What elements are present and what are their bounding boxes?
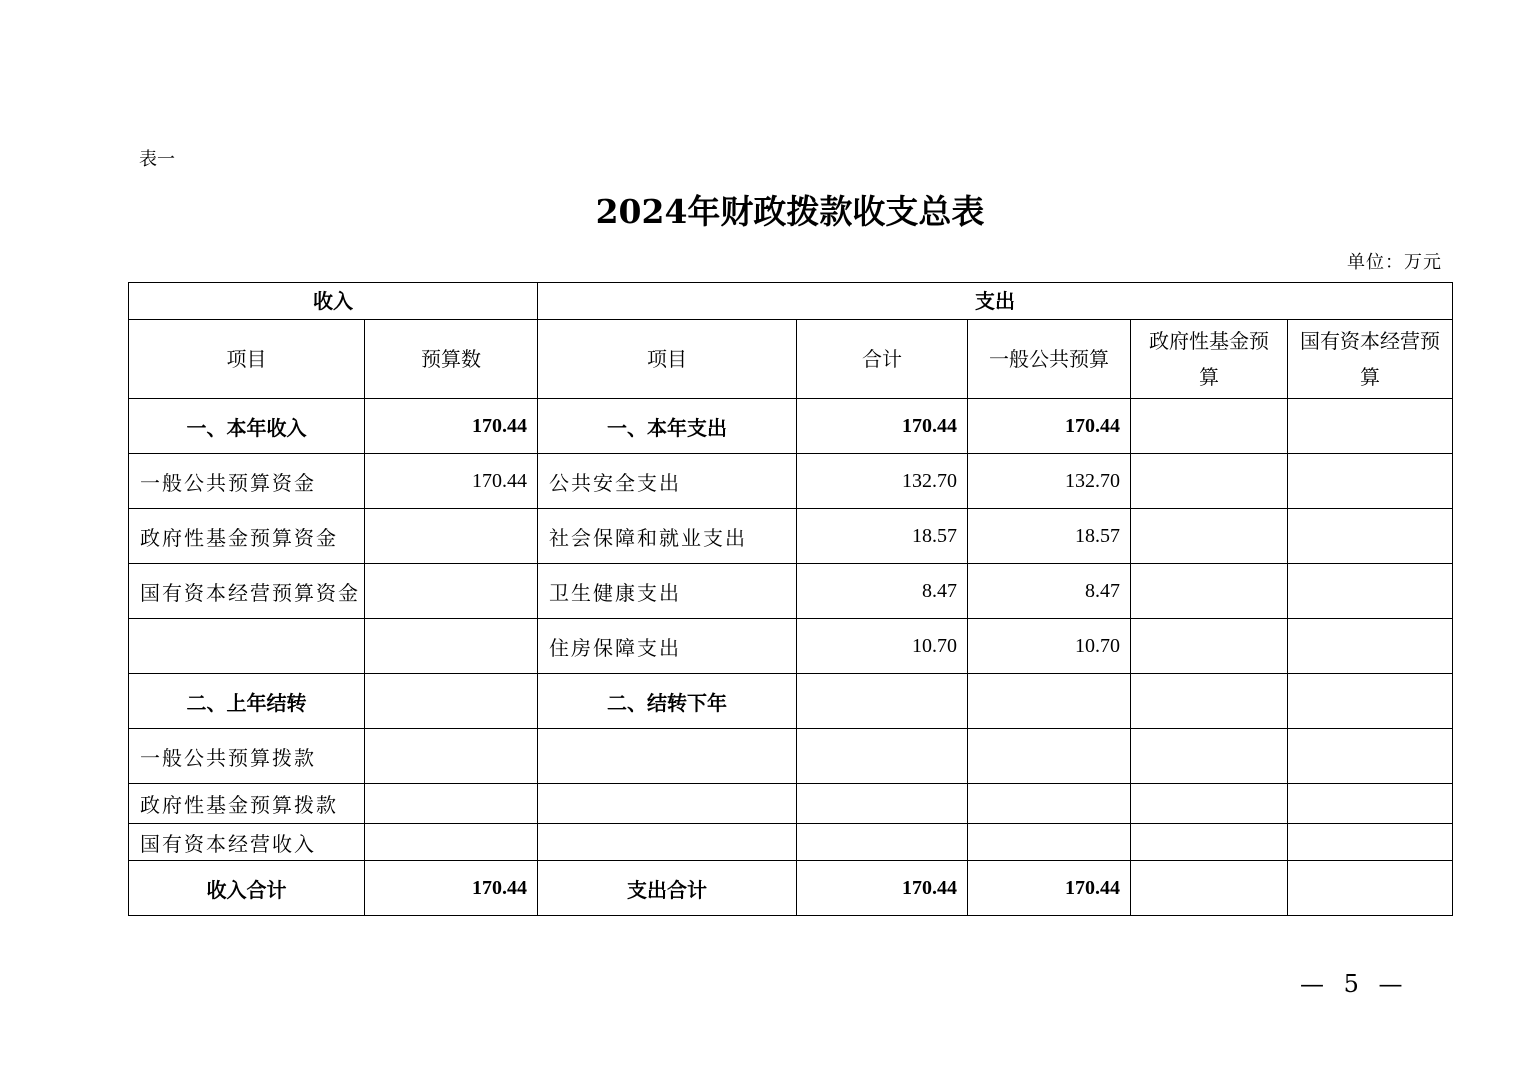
- income-amount-cell: [365, 509, 538, 564]
- total-cell: 132.70: [797, 454, 968, 509]
- fund-cell: [1131, 861, 1288, 916]
- fund-cell: [1131, 564, 1288, 619]
- income-amount-cell: [365, 564, 538, 619]
- page-number: — 5 —: [1300, 970, 1409, 998]
- total-row: [129, 861, 1453, 916]
- income-item-cell: 一、本年收入: [129, 399, 365, 454]
- state-cell: [1288, 784, 1453, 824]
- budget-table: [128, 282, 1453, 916]
- general-cell: [968, 674, 1131, 729]
- expense-item-cell: 公共安全支出: [538, 454, 797, 509]
- general-cell: 170.44: [968, 861, 1131, 916]
- fund-cell: [1131, 619, 1288, 674]
- state-cell: [1288, 564, 1453, 619]
- column-header: 项目: [538, 320, 797, 399]
- general-cell: [968, 729, 1131, 784]
- income-amount-cell: [365, 784, 538, 824]
- table-row: [129, 784, 1453, 824]
- fund-cell: [1131, 729, 1288, 784]
- table-row: [129, 674, 1453, 729]
- general-cell: 170.44: [968, 399, 1131, 454]
- general-cell: [968, 784, 1131, 824]
- expense-group-header: 支出: [538, 283, 1453, 320]
- total-cell: 170.44: [797, 399, 968, 454]
- page-title: 2024年财政拨款收支总表: [595, 192, 985, 231]
- general-cell: 132.70: [968, 454, 1131, 509]
- total-cell: [797, 674, 968, 729]
- state-cell: [1288, 674, 1453, 729]
- income-item-cell: 政府性基金预算资金: [129, 509, 365, 564]
- income-item-cell: 国有资本经营预算资金: [129, 564, 365, 619]
- column-header: 政府性基金预算: [1131, 320, 1288, 399]
- total-cell: 8.47: [797, 564, 968, 619]
- expense-item-cell: 二、结转下年: [538, 674, 797, 729]
- income-item-cell: 收入合计: [129, 861, 365, 916]
- table-row: [129, 509, 1453, 564]
- expense-item-cell: 卫生健康支出: [538, 564, 797, 619]
- total-cell: 18.57: [797, 509, 968, 564]
- table-label: 表一: [139, 149, 175, 170]
- table-row: [129, 399, 1453, 454]
- expense-item-cell: [538, 824, 797, 861]
- total-cell: 10.70: [797, 619, 968, 674]
- column-header: 预算数: [365, 320, 538, 399]
- income-item-cell: 国有资本经营收入: [129, 824, 365, 861]
- fund-cell: [1131, 784, 1288, 824]
- expense-item-cell: 一、本年支出: [538, 399, 797, 454]
- fund-cell: [1131, 674, 1288, 729]
- group-header-row: [129, 283, 1453, 320]
- column-header: 项目: [129, 320, 365, 399]
- total-cell: 170.44: [797, 861, 968, 916]
- expense-item-cell: 支出合计: [538, 861, 797, 916]
- total-cell: [797, 729, 968, 784]
- general-cell: 18.57: [968, 509, 1131, 564]
- income-item-cell: 政府性基金预算拨款: [129, 784, 365, 824]
- income-amount-cell: 170.44: [365, 861, 538, 916]
- table-row: [129, 564, 1453, 619]
- general-cell: 10.70: [968, 619, 1131, 674]
- income-item-cell: 二、上年结转: [129, 674, 365, 729]
- column-header: 国有资本经营预算: [1288, 320, 1453, 399]
- table-row: [129, 729, 1453, 784]
- expense-item-cell: [538, 729, 797, 784]
- income-amount-cell: 170.44: [365, 454, 538, 509]
- total-cell: [797, 824, 968, 861]
- income-amount-cell: [365, 729, 538, 784]
- income-amount-cell: [365, 674, 538, 729]
- column-header: 合计: [797, 320, 968, 399]
- unit-label: 单位：万元: [1347, 252, 1442, 273]
- column-header: 一般公共预算: [968, 320, 1131, 399]
- state-cell: [1288, 861, 1453, 916]
- table-row: [129, 824, 1453, 861]
- fund-cell: [1131, 509, 1288, 564]
- state-cell: [1288, 454, 1453, 509]
- income-item-cell: 一般公共预算拨款: [129, 729, 365, 784]
- income-group-header: 收入: [129, 283, 538, 320]
- income-amount-cell: [365, 824, 538, 861]
- state-cell: [1288, 619, 1453, 674]
- expense-item-cell: [538, 784, 797, 824]
- state-cell: [1288, 729, 1453, 784]
- income-item-cell: [129, 619, 365, 674]
- state-cell: [1288, 824, 1453, 861]
- column-header-row: [129, 320, 1453, 399]
- total-cell: [797, 784, 968, 824]
- state-cell: [1288, 509, 1453, 564]
- income-amount-cell: [365, 619, 538, 674]
- expense-item-cell: 社会保障和就业支出: [538, 509, 797, 564]
- general-cell: 8.47: [968, 564, 1131, 619]
- state-cell: [1288, 399, 1453, 454]
- general-cell: [968, 824, 1131, 861]
- fund-cell: [1131, 399, 1288, 454]
- income-amount-cell: 170.44: [365, 399, 538, 454]
- fund-cell: [1131, 454, 1288, 509]
- fund-cell: [1131, 824, 1288, 861]
- income-item-cell: 一般公共预算资金: [129, 454, 365, 509]
- table-row: [129, 454, 1453, 509]
- expense-item-cell: 住房保障支出: [538, 619, 797, 674]
- table-row: [129, 619, 1453, 674]
